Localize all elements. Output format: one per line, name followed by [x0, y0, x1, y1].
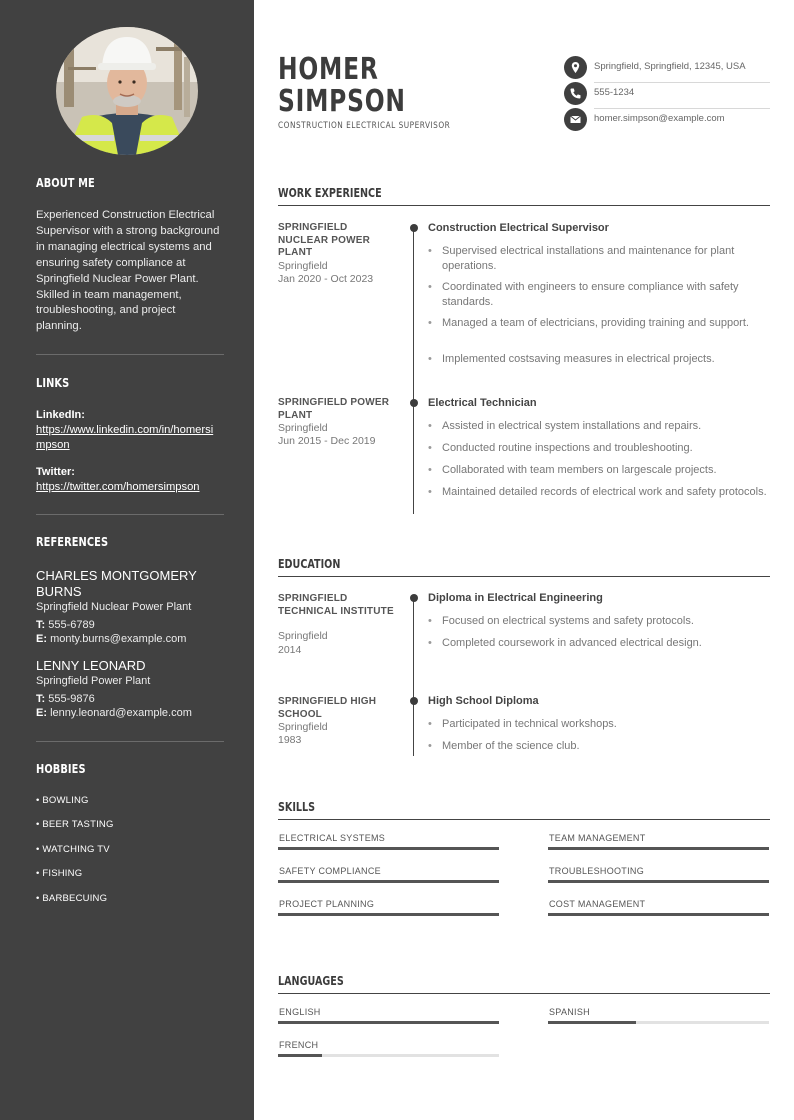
reference-name: CHARLES MONTGOMERY BURNS [36, 568, 197, 599]
employer-name: SPRINGFIELD NUCLEAR POWER PLANT [278, 222, 371, 258]
list-item: • Implemented costsaving measures in electrical projects. [428, 352, 768, 367]
job-role: Electrical Technician [428, 397, 537, 409]
education-heading: EDUCATION [278, 557, 341, 571]
last-name: SIMPSON [278, 84, 406, 119]
education-date: 2014 [278, 644, 302, 656]
skill-name: TROUBLESHOOTING [549, 866, 645, 876]
skill-name: COST MANAGEMENT [549, 899, 646, 909]
list-item: • Focused on electrical systems and safety protocols. [428, 614, 768, 629]
envelope-icon [564, 108, 587, 131]
first-name: HOMER [278, 52, 379, 87]
linkedin-label: LinkedIn: [36, 409, 85, 421]
hobby-item: • BARBECUING [36, 893, 108, 904]
references-heading: REFERENCES [36, 535, 109, 549]
linkedin-link[interactable]: https://www.linkedin.com/in/homersimpson [36, 424, 214, 451]
hobbies-heading: HOBBIES [36, 762, 86, 776]
reference-company: Springfield Power Plant [36, 675, 151, 687]
reference-phone: T: 555-9876 [36, 693, 95, 705]
employment-dates: Jan 2020 - Oct 2023 [278, 273, 374, 285]
language-bar-fill [548, 1021, 636, 1024]
about-heading: ABOUT ME [36, 176, 95, 190]
reference-phone: T: 555-6789 [36, 619, 95, 631]
divider [278, 576, 770, 577]
skill-name: SAFETY COMPLIANCE [279, 866, 381, 876]
links-heading: LINKS [36, 376, 70, 390]
hobby-item: • FISHING [36, 868, 83, 879]
school-name: SPRINGFIELD TECHNICAL INSTITUTE [278, 593, 394, 617]
list-item: • Member of the science club. [428, 739, 768, 754]
skill-bar-fill [548, 913, 769, 916]
employment-dates: Jun 2015 - Dec 2019 [278, 435, 376, 447]
list-item: • Completed coursework in advanced electrical design. [428, 636, 768, 651]
degree-name: High School Diploma [428, 695, 539, 707]
language-bar [548, 1021, 769, 1024]
skill-name: TEAM MANAGEMENT [549, 833, 646, 843]
list-item: • Managed a team of electricians, providing training and support. [428, 316, 768, 331]
timeline-dot [410, 594, 418, 602]
twitter-label: Twitter: [36, 466, 75, 478]
language-bar-fill [278, 1054, 322, 1057]
reference-email: E: monty.burns@example.com [36, 633, 187, 645]
skill-bar-fill [548, 847, 769, 850]
contact-phone [564, 82, 770, 108]
employer-location: Springfield [278, 422, 328, 434]
list-item: • Assisted in electrical system installations and repairs. [428, 419, 768, 434]
degree-name: Diploma in Electrical Engineering [428, 592, 603, 604]
skill-name: ELECTRICAL SYSTEMS [279, 833, 386, 843]
skill-bar [278, 847, 499, 850]
list-item: • Participated in technical workshops. [428, 717, 768, 732]
divider [278, 993, 770, 994]
timeline-dot [410, 224, 418, 232]
hobby-item: • BEER TASTING [36, 819, 114, 830]
contact-email [564, 108, 770, 134]
language-bar [278, 1021, 499, 1024]
list-item: • Conducted routine inspections and troubleshooting. [428, 441, 768, 456]
work-experience-heading: WORK EXPERIENCE [278, 186, 382, 200]
sidebar [0, 0, 254, 1120]
divider [36, 741, 224, 742]
timeline-line [413, 599, 414, 756]
about-text: Experienced Construction Electrical Supervisor with a strong background in managing electrical systems and ensuring safety compliance at Springfield Nuclear Power Plant. Skilled in team management, troubleshooting, and project planning. [36, 209, 220, 333]
skill-bar [548, 880, 769, 883]
timeline-line [413, 228, 414, 514]
reference-company: Springfield Nuclear Power Plant [36, 601, 192, 613]
skills-heading: SKILLS [278, 800, 316, 814]
skill-name: PROJECT PLANNING [279, 899, 375, 909]
language-name: ENGLISH [279, 1007, 321, 1017]
list-item: • Coordinated with engineers to ensure compliance with safety standards. [428, 280, 768, 309]
reference-name: LENNY LEONARD [36, 658, 146, 673]
job-title: CONSTRUCTION ELECTRICAL SUPERVISOR [278, 121, 451, 131]
email-text[interactable]: homer.simpson@example.com [594, 113, 725, 124]
timeline-dot [410, 399, 418, 407]
skill-bar-fill [278, 847, 499, 850]
education-date: 1983 [278, 734, 302, 746]
skill-bar [278, 913, 499, 916]
languages-heading: LANGUAGES [278, 974, 344, 988]
phone-text: 555-1234 [594, 87, 635, 98]
profile-photo [56, 27, 198, 155]
contact-address [564, 56, 770, 82]
job-role: Construction Electrical Supervisor [428, 222, 609, 234]
divider [36, 514, 224, 515]
timeline-dot [410, 697, 418, 705]
language-name: FRENCH [279, 1040, 319, 1050]
school-location: Springfield [278, 630, 328, 642]
skill-bar-fill [278, 913, 499, 916]
location-pin-icon [564, 56, 587, 79]
list-item: • Collaborated with team members on largescale projects. [428, 463, 768, 478]
divider [278, 819, 770, 820]
list-item: • Maintained detailed records of electrical work and safety protocols. [428, 485, 768, 500]
employer-location: Springfield [278, 260, 328, 272]
skill-bar [278, 880, 499, 883]
twitter-link[interactable]: https://twitter.com/homersimpson [36, 481, 200, 493]
hobby-item: • BOWLING [36, 795, 89, 806]
reference-email: E: lenny.leonard@example.com [36, 707, 192, 719]
language-bar [278, 1054, 499, 1057]
list-item: • Supervised electrical installations and maintenance for plant operations. [428, 244, 768, 273]
divider [278, 205, 770, 206]
skill-bar-fill [278, 880, 499, 883]
language-bar-fill [278, 1021, 499, 1024]
skill-bar [548, 913, 769, 916]
employer-name: SPRINGFIELD POWER PLANT [278, 397, 390, 421]
phone-icon [564, 82, 587, 105]
hobby-item: • WATCHING TV [36, 844, 110, 855]
divider [36, 354, 224, 355]
skill-bar-fill [548, 880, 769, 883]
language-name: SPANISH [549, 1007, 590, 1017]
school-name: SPRINGFIELD HIGH SCHOOL [278, 696, 377, 720]
skill-bar [548, 847, 769, 850]
address-text: Springfield, Springfield, 12345, USA [594, 61, 746, 72]
school-location: Springfield [278, 721, 328, 733]
